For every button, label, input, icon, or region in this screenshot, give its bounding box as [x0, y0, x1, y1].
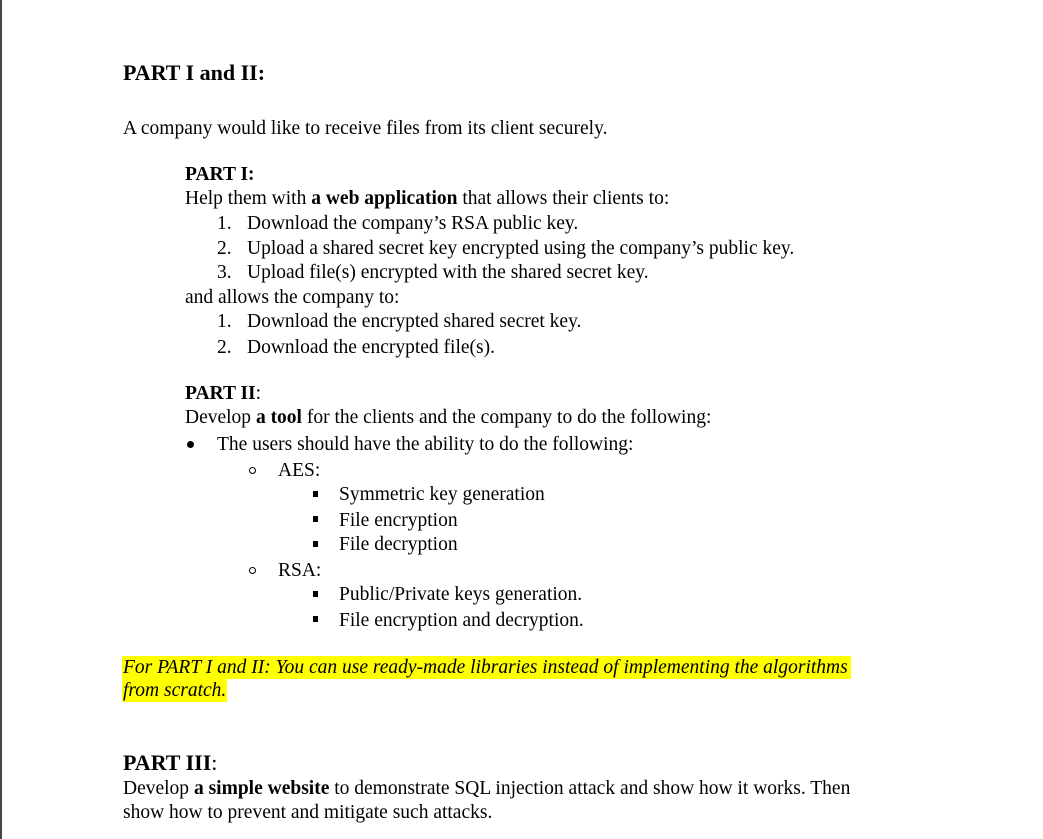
client-step-number: 2.	[217, 238, 232, 259]
part1-title: PART I:	[185, 164, 255, 185]
circle-bullet-icon	[249, 467, 256, 474]
aes-item: File encryption	[339, 510, 458, 531]
part3-title: PART III:	[123, 750, 218, 775]
company-step-number: 2.	[217, 337, 232, 358]
square-bullet-icon	[313, 616, 318, 622]
rsa-label: RSA:	[278, 560, 322, 581]
part2-lead: Develop a tool for the clients and the company to do the following:	[185, 407, 712, 428]
main-heading: PART I and II:	[123, 60, 266, 85]
rsa-item: File encryption and decryption.	[339, 610, 584, 631]
client-step-number: 1.	[217, 213, 232, 234]
highlighted-text: from scratch.	[123, 680, 227, 701]
circle-bullet-icon	[249, 567, 256, 574]
libraries-note-line1	[122, 657, 851, 679]
libraries-note-line2	[122, 680, 227, 702]
client-step: Download the company’s RSA public key.	[247, 213, 579, 234]
square-bullet-icon	[313, 491, 318, 497]
bullet-icon	[187, 441, 194, 448]
client-step: Upload file(s) encrypted with the shared secret key.	[247, 262, 649, 283]
intro-text: A company would like to receive files from its client securely.	[123, 118, 608, 139]
square-bullet-icon	[313, 591, 318, 597]
highlighted-text: For PART I and II: You can use ready-made libraries instead of implementing the algorithms	[122, 656, 851, 679]
square-bullet-icon	[313, 541, 318, 547]
aes-label: AES:	[278, 460, 321, 481]
page-left-border	[0, 0, 2, 839]
company-step: Download the encrypted file(s).	[247, 337, 495, 358]
part2-title: PART II:	[185, 383, 262, 404]
company-lead: and allows the company to:	[185, 287, 400, 308]
aes-item: File decryption	[339, 534, 458, 555]
aes-item: Symmetric key generation	[339, 484, 545, 505]
company-step-number: 1.	[217, 311, 232, 332]
company-step: Download the encrypted shared secret key.	[247, 311, 582, 332]
client-step-number: 3.	[217, 262, 232, 283]
part3-line2: show how to prevent and mitigate such attacks.	[123, 802, 493, 823]
rsa-item: Public/Private keys generation.	[339, 584, 583, 605]
client-step: Upload a shared secret key encrypted using the company’s public key.	[247, 238, 795, 259]
part3-lead: Develop a simple website to demonstrate SQL injection attack and show how it works. Then	[123, 778, 851, 799]
part1-lead: Help them with a web application that allows their clients to:	[185, 188, 670, 209]
square-bullet-icon	[313, 516, 318, 522]
part2-bullet-text: The users should have the ability to do the following:	[217, 434, 634, 455]
